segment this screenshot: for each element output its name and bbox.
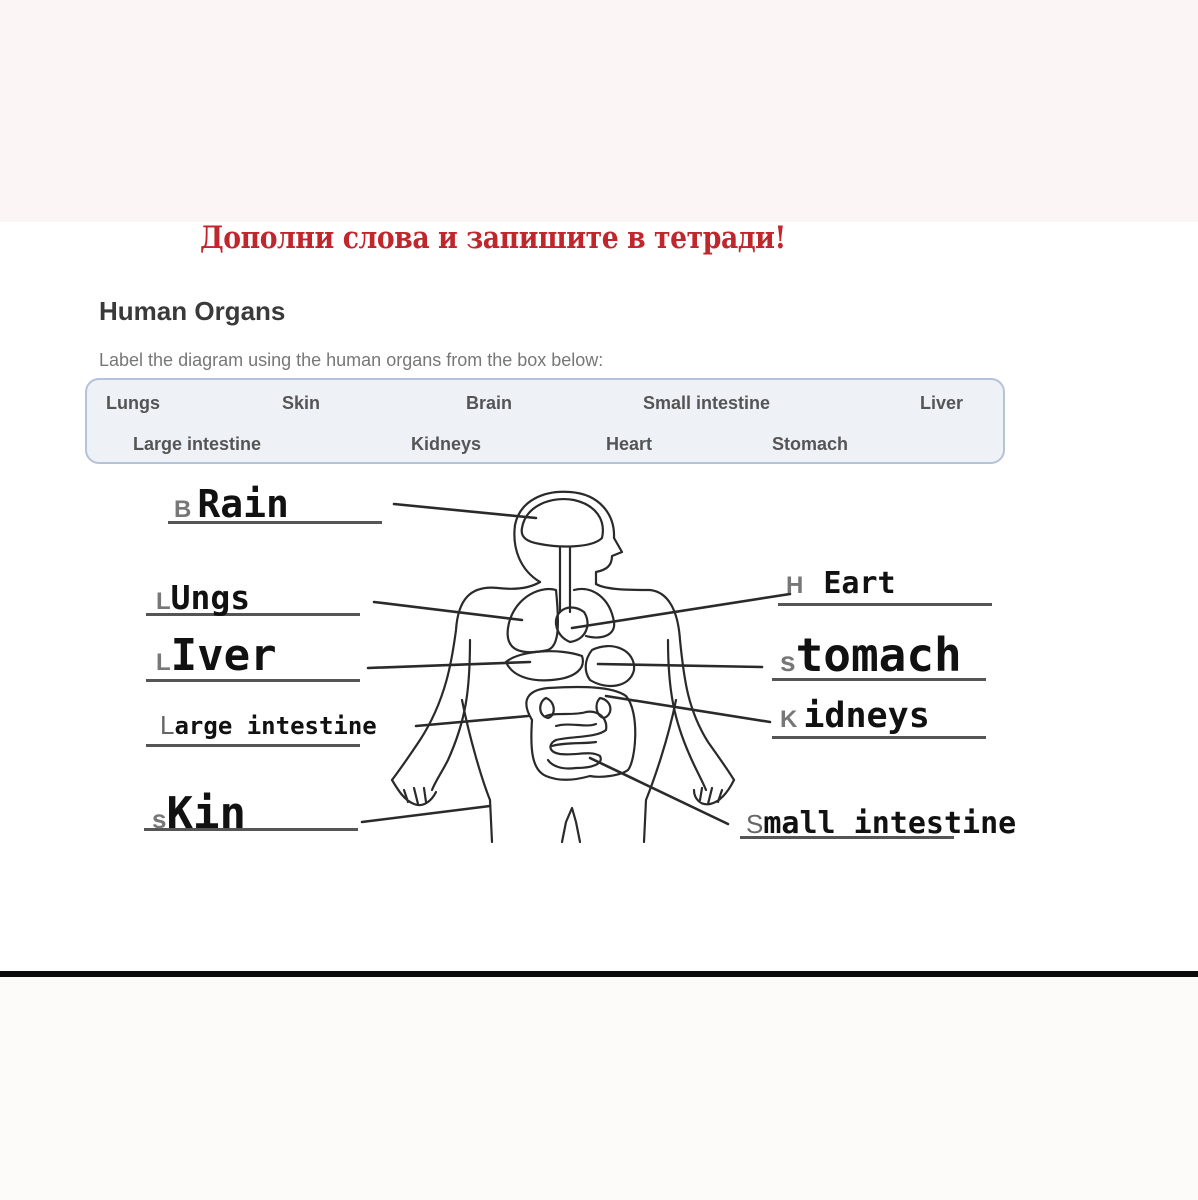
given-letter: K (780, 706, 798, 733)
given-letter: s (152, 804, 167, 834)
heart-outline (556, 608, 588, 643)
label-lungs (156, 578, 250, 617)
liver-outline (506, 651, 583, 680)
answer-line-kidneys (772, 736, 986, 739)
leader-skin (362, 806, 490, 822)
label-brain (174, 482, 289, 526)
word-bank-item: Kidneys (411, 434, 482, 454)
answer-text[interactable]: arge intestine (174, 712, 377, 740)
word-bank-item: Lungs (106, 393, 160, 413)
leader-stomach (598, 664, 762, 667)
brain-outline (522, 499, 603, 546)
worksheet-subtitle: Label the diagram using the human organs from the box below: (99, 350, 604, 370)
label-large-intestine (160, 710, 377, 741)
given-letter: S (746, 809, 764, 839)
right-hand (694, 780, 734, 804)
given-letter: L (156, 588, 171, 615)
label-stomach (780, 628, 962, 682)
lungs-outline (508, 589, 558, 652)
word-bank-item: Liver (920, 393, 964, 413)
leader-small-intestine (590, 758, 728, 824)
given-letter: B (174, 496, 192, 523)
answer-text[interactable]: Eart (823, 566, 896, 601)
leader-lungs (374, 602, 522, 620)
leader-kidneys (606, 696, 770, 722)
label-liver (156, 630, 277, 681)
answer-text[interactable]: mall intestine (763, 806, 1017, 841)
stomach-outline (586, 646, 634, 686)
answer-text[interactable]: Ungs (170, 578, 251, 617)
word-bank-item: Small intestine (643, 393, 771, 413)
label-kidneys (780, 696, 930, 736)
answer-text[interactable]: idneys (803, 696, 930, 736)
word-bank-item: Skin (282, 393, 321, 413)
given-letter: s (780, 646, 796, 677)
instruction-heading: Дополни слова и запишите в тетради! (200, 220, 786, 256)
worksheet-title: Human Organs (99, 296, 286, 326)
leader-brain (394, 504, 536, 518)
given-letter: H (786, 572, 804, 599)
answer-text[interactable]: Iver (170, 630, 277, 681)
word-bank-item: Large intestine (133, 434, 262, 454)
left-hand (392, 780, 436, 805)
label-skin (152, 788, 246, 839)
word-bank-item: Heart (606, 434, 653, 454)
answer-line-large-intestine (146, 744, 360, 747)
given-letter: L (160, 710, 175, 740)
answer-text[interactable]: Kin (166, 788, 246, 839)
head-outline (514, 492, 622, 584)
word-bank-item: Brain (466, 393, 513, 413)
label-small-intestine (746, 806, 1016, 841)
torso-outline (392, 582, 540, 780)
answer-text[interactable]: Rain (197, 482, 289, 526)
given-letter: L (156, 649, 171, 676)
small-intestine-outline (546, 712, 606, 769)
answer-text[interactable]: tomach (795, 628, 962, 682)
word-bank-item: Stomach (772, 434, 849, 454)
answer-line-heart (778, 603, 992, 606)
label-heart (786, 566, 896, 601)
legs-gap (562, 808, 580, 842)
